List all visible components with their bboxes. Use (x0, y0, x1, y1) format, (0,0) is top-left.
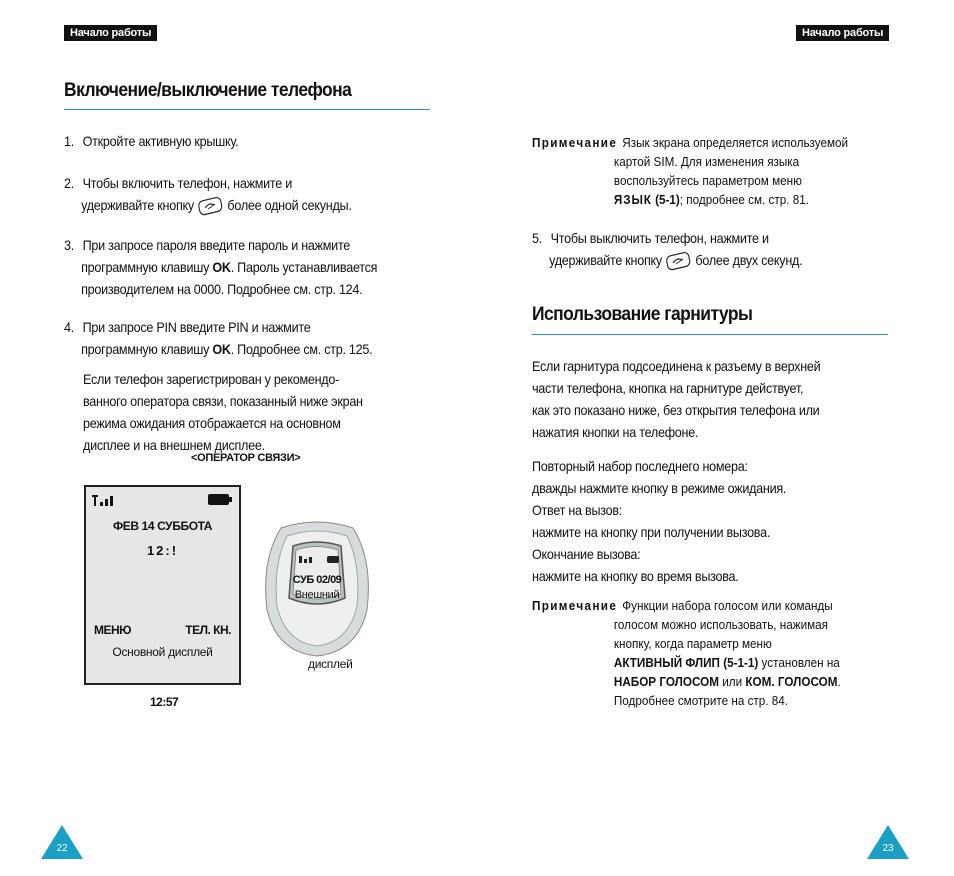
note-2-line-4: установлен на (758, 655, 840, 670)
headset-paragraph (532, 355, 892, 443)
idle-para-line-1: Если телефон зарегистрирован у рекомендо- (83, 371, 340, 387)
step-3-num: 3. (64, 237, 74, 253)
left-page-title: Включение/выключение телефона (64, 80, 352, 101)
external-display-label: Внешний (294, 589, 340, 601)
main-display-caption: Основной дисплей (112, 645, 213, 659)
note-1-line-3: воспользуйтесь параметром меню (613, 173, 802, 188)
ok-softkey-label-2: OK (212, 341, 231, 357)
main-display-menu-softkey: МЕНЮ (94, 623, 132, 637)
note-2-period: . (837, 674, 841, 689)
left-page-number: 22 (56, 843, 68, 854)
step-4-line-1: При запросе PIN введите PIN и нажмите (82, 319, 311, 335)
answer-text: нажмите на кнопку при получении вызова. (532, 524, 771, 540)
note-2 (532, 596, 883, 710)
main-display-bottom-time: 12:57 (150, 695, 179, 709)
step-3-line-1: При запросе пароля введите пароль и нажмите (82, 237, 351, 253)
headset-functions (532, 455, 892, 587)
step-1-text: Откройте активную крышку. (82, 133, 239, 149)
note-2-menu-name: АКТИВНЫЙ ФЛИП (613, 655, 720, 670)
main-display-phonebook-softkey: ТЕЛ. КН. (185, 623, 231, 637)
step-1-num: 1. (64, 133, 74, 149)
note-2-label: Примечание (532, 598, 618, 613)
redial-text: дважды нажмите кнопку в режиме ожидания. (532, 480, 787, 496)
battery-icon (208, 494, 232, 505)
step-2-line-2b: более одной секунды. (227, 197, 352, 213)
note-1-menu-code: (5-1) (655, 192, 680, 207)
idle-para-line-2: ванного оператора связи, показанный ниже экран (83, 393, 363, 409)
note-1-label: Примечание (532, 135, 618, 150)
headset-para-line-1: Если гарнитура подсоединена к разъему в верхней (532, 358, 821, 374)
step-3-line-3: производителем на 0000. Подробнее см. стр. 124. (81, 281, 363, 297)
right-page-title: Использование гарнитуры (532, 304, 753, 325)
note-2-option-1: НАБОР ГОЛОСОМ (613, 674, 719, 689)
power-key-icon (197, 196, 224, 216)
step-2-line-2a: удерживайте кнопку (81, 197, 194, 213)
note-2-line-6: Подробнее смотрите на стр. 84. (613, 693, 789, 708)
idle-paragraph (83, 368, 443, 456)
operator-label: <ОПЕРАТОР СВЯЗИ> (191, 452, 301, 464)
step-3 (64, 234, 442, 300)
note-2-option-2: КОМ. ГОЛОСОМ (745, 674, 838, 689)
step-5-num: 5. (532, 230, 542, 246)
note-2-or: или (718, 674, 746, 689)
redial-heading: Повторный набор последнего номера: (532, 458, 748, 474)
headset-para-line-4: нажатия кнопки на телефоне. (532, 424, 699, 440)
end-heading: Окончание вызова: (532, 546, 641, 562)
external-display (261, 520, 373, 658)
note-1-line-1: Язык экрана определяется используемой (622, 135, 849, 150)
step-5-line-2a: удерживайте кнопку (549, 252, 662, 268)
note-1-line-4: ; подробнее см. стр. 81. (679, 192, 810, 207)
step-4-line-2b: . Подробнее см. стр. 125. (230, 341, 373, 357)
step-4 (64, 316, 442, 360)
main-display (84, 485, 241, 685)
main-display-date: ФЕВ 14 СУББОТА (112, 519, 213, 533)
external-display-date: СУБ 02/09 (292, 574, 342, 586)
note-2-line-2: голосом можно использовать, нажимая (613, 617, 829, 632)
step-5-line-2b: более двух секунд. (695, 252, 803, 268)
note-2-line-1: Функции набора голосом или команды (622, 598, 833, 613)
idle-para-line-3: режима ожидания отображается на основном (83, 415, 341, 431)
headset-para-line-2: части телефона, кнопка на гарнитуре действует, (532, 380, 804, 396)
note-2-line-3: кнопку, когда параметр меню (613, 636, 772, 651)
ok-softkey-label: OK (212, 259, 231, 275)
step-5-line-1: Чтобы выключить телефон, нажмите и (550, 230, 769, 246)
power-key-icon-2 (665, 251, 692, 271)
right-page-number: 23 (882, 843, 894, 854)
step-3-line-2b: . Пароль устанавливается (230, 259, 378, 275)
note-1 (532, 133, 883, 209)
external-display-caption: дисплей (308, 657, 353, 671)
signal-icon (92, 493, 118, 507)
left-title-rule (64, 109, 430, 110)
right-header-tag: Начало работы (796, 25, 889, 41)
note-2-menu-code: (5-1-1) (723, 655, 759, 670)
step-5 (532, 227, 883, 271)
note-1-menu-name: ЯЗЫК (613, 192, 652, 207)
step-2-line-1: Чтобы включить телефон, нажмите и (82, 175, 293, 191)
step-4-line-2a: программную клавишу (81, 341, 210, 357)
main-display-time: 12:! (146, 543, 179, 558)
note-1-line-2: картой SIM. Для изменения языка (613, 154, 800, 169)
answer-heading: Ответ на вызов: (532, 502, 622, 518)
step-4-num: 4. (64, 319, 74, 335)
step-2 (64, 172, 424, 216)
idle-para-line-4: дисплее и на внешнем дисплее. (83, 437, 265, 453)
step-1 (64, 130, 406, 152)
step-3-line-2a: программную клавишу (81, 259, 210, 275)
end-text: нажмите на кнопку во время вызова. (532, 568, 739, 584)
step-2-num: 2. (64, 175, 74, 191)
left-header-tag: Начало работы (64, 25, 157, 41)
headset-para-line-3: как это показано ниже, без открытия телефона или (532, 402, 820, 418)
right-title-rule (532, 334, 888, 335)
